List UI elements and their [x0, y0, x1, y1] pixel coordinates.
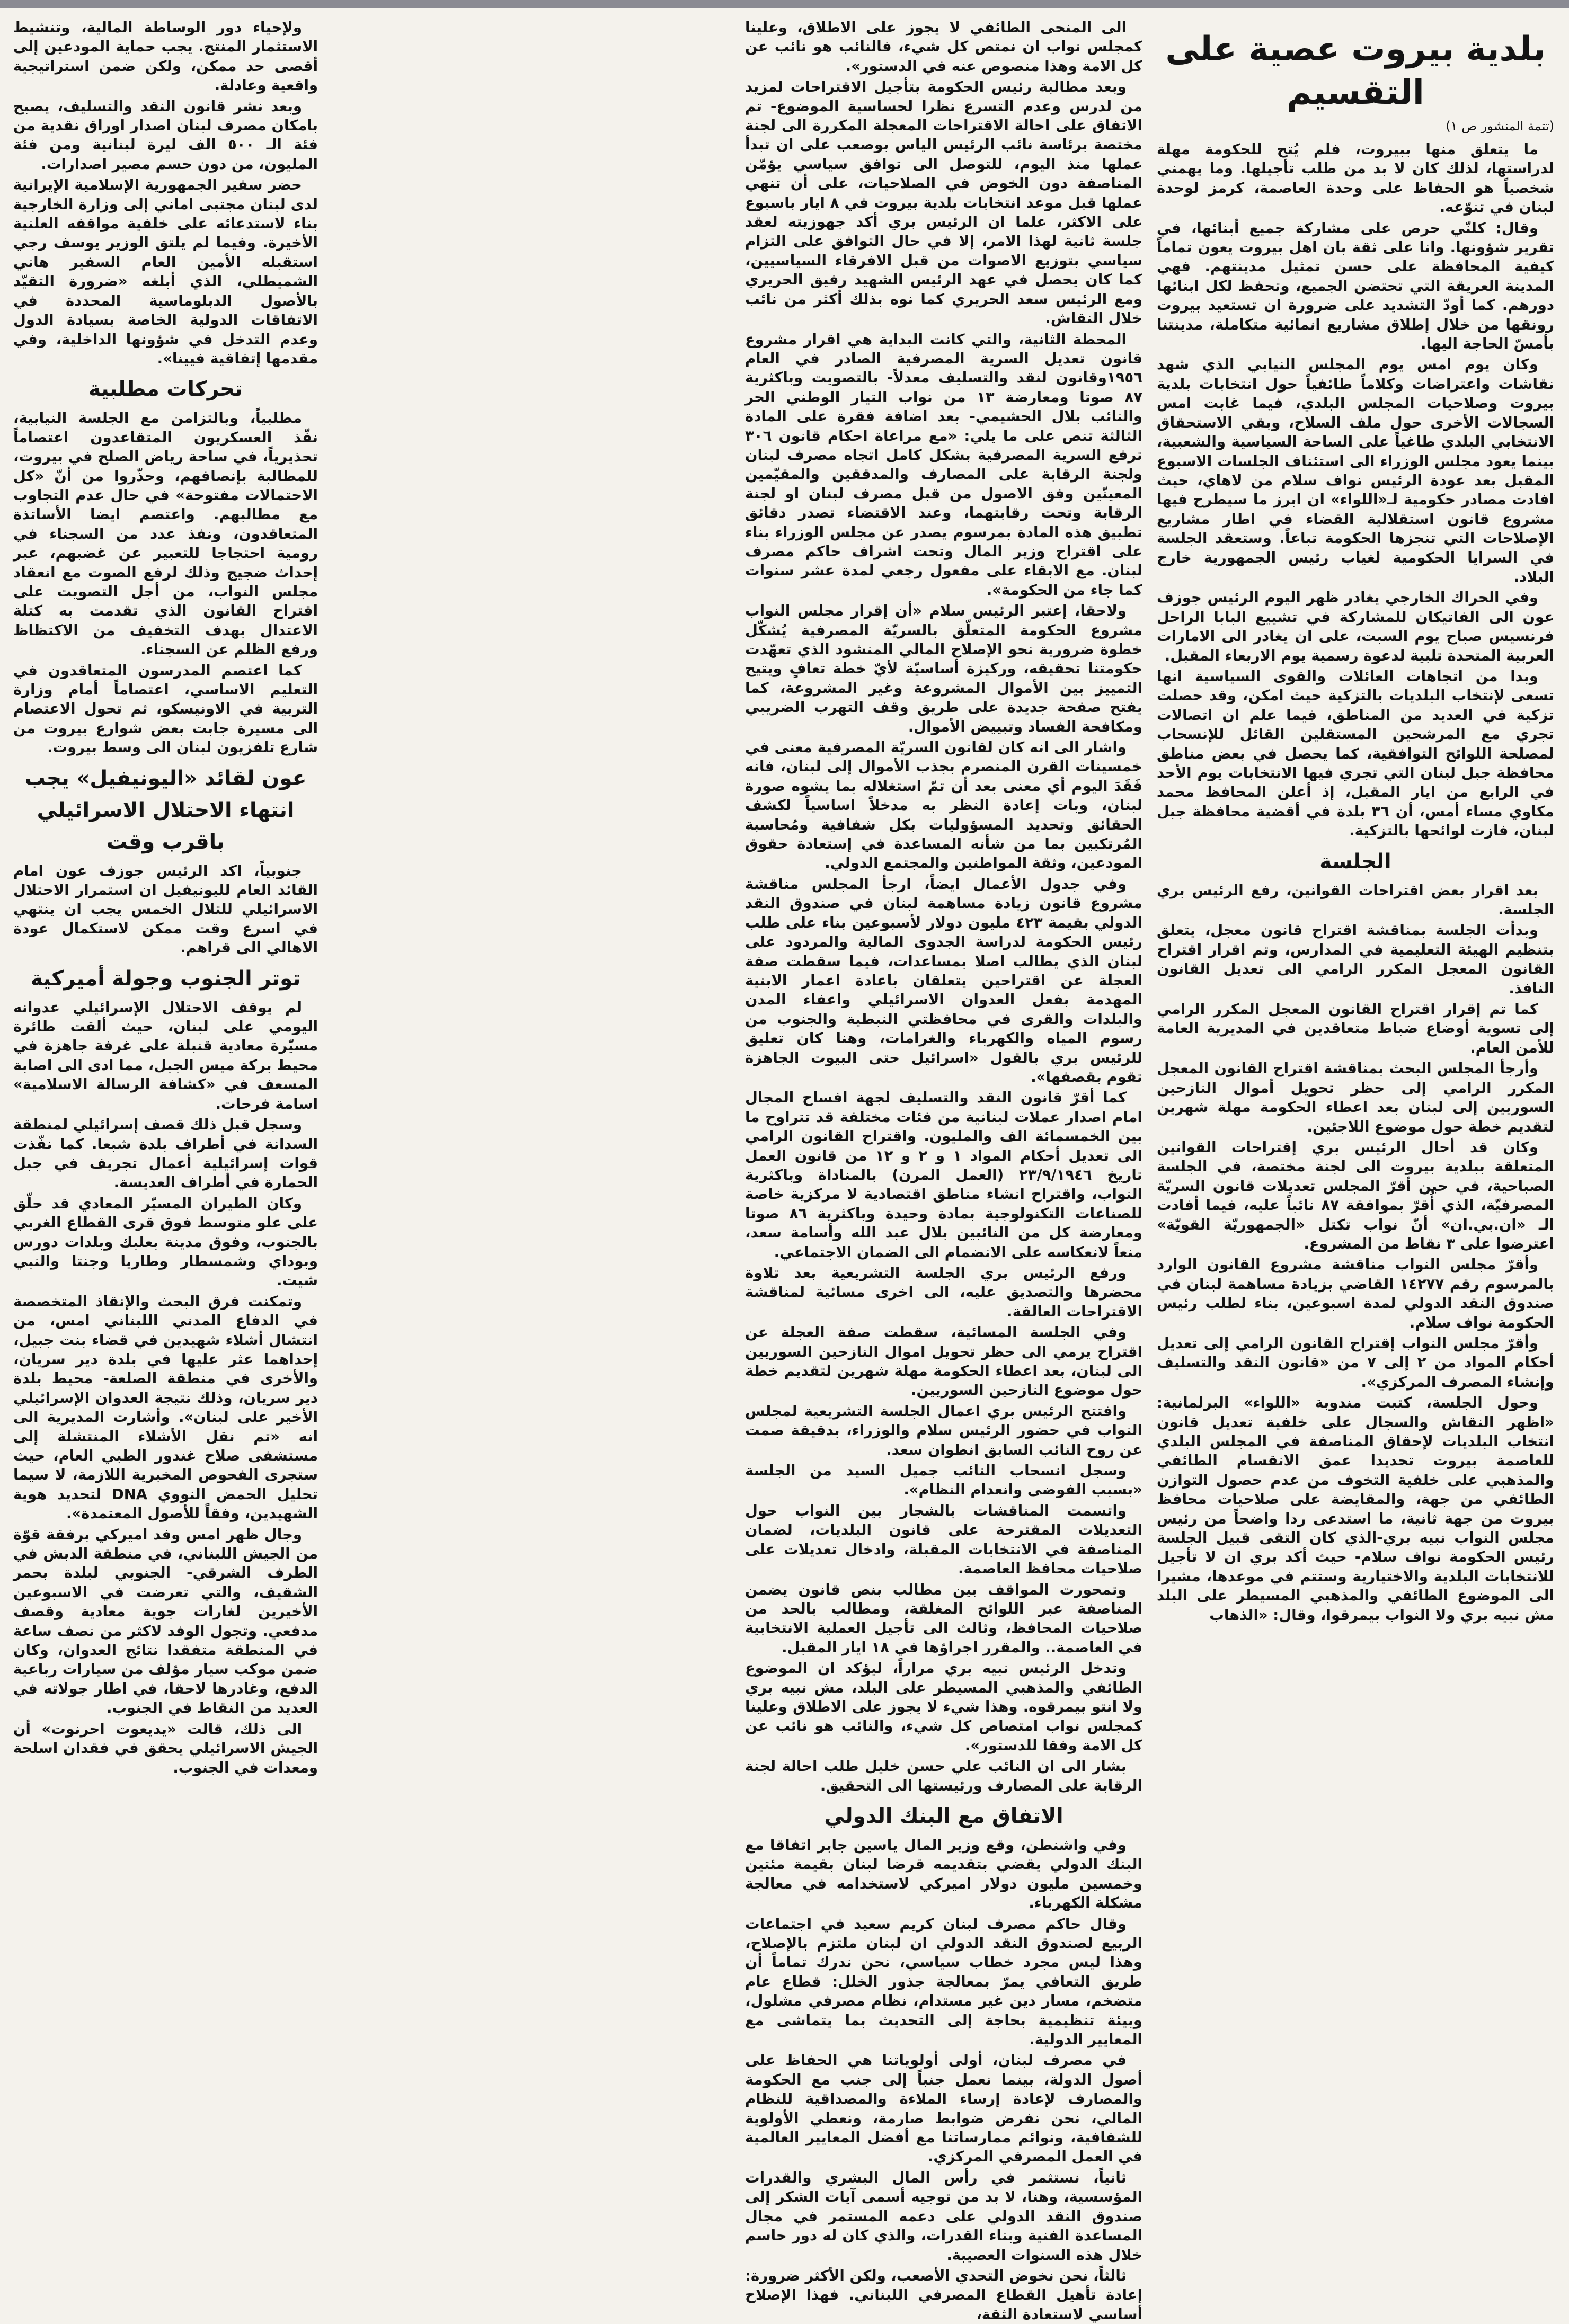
paragraph: وكان يوم امس يوم المجلس النيابي الذي شهد نقاشات واعتراضات وكلاماً طائفياً حول انتخابات بلدية بيروت وصلاحيات المجلس البلدي، فيما غابت امس السجالات الأخرى حول ملف السلاح، وبقي الاستحقاق الانتخابي البلدي طاغياً على الساحة السياسية والشعبية، بينما يعود مجلس الوزراء الى استئناف الجلسات الاسبوع المقبل بعد عودة الرئيس نواف سلام من لاهاي، حيث افادت مصادر حكومية لـ«اللواء» ان ابرز ما سيطرح فيها مشروع قانون استقلالية القضاء في اطار مشاريع الإصلاحات التي تنجزها الحكومة تباعاً. وستعقد الجلسة في السرايا الحكومية لغياب رئيس الجمهورية خارج البلاد.: [1157, 356, 1554, 585]
paragraph: وفي الحراك الخارجي يغادر ظهر اليوم الرئيس جوزف عون الى الفاتيكان للمشاركة في تشييع البابا الراحل فرنسيس صباح يوم السبت، على ان يغادر الى الامارات العربية المتحدة تلبية لدعوة رسمية يوم الاربعاء المقبل.: [1157, 589, 1554, 664]
col3c-body: [13, 861, 318, 958]
paragraph: وسجل انسحاب النائب جميل السيد من الجلسة «بسبب الفوضى وانعدام النظام».: [745, 1462, 1142, 1499]
paragraph: وفي الجلسة المسائية، سقطت صفة العجلة عن اقتراح يرمي الى حظر تحويل اموال النازحين السوريين الى لبنان، بعد اعطاء الحكومة مهلة شهرين لتقديم خطة حول موضوع النازحين السوريين.: [745, 1324, 1142, 1399]
paragraph: وفي جدول الأعمال ايضاً، ارجأ المجلس مناقشة مشروع قانون زيادة مساهمة لبنان في صندوق النقد الدولي بقيمة ٤٢٣ مليون دولار لأسبوعين بناء على طلب رئيس الحكومة لدراسة الجدوى المالية والمردود على لبنان الذي يطالب اصلا بمساعدات، فيما سقطت صفة العجلة عن اقتراحين يتعلقان باعادة اعمار الابنية المهدمة بفعل العدوان الاسرائيلي واعفاء المدن والبلدات والقرى في محافظتي النبطية والجنوب من رسوم المياه والكهرباء والغرامات، وهنا كان تعليق للرئيس بري بالقول «اسرائيل حتى البيوت الجاهزة تقوم بقصفها».: [745, 875, 1142, 1085]
col3-body: [13, 18, 318, 368]
col1b-body: [1157, 881, 1554, 1625]
paragraph: لم يوقف الاحتلال الإسرائيلي عدوانه اليومي على لبنان، حيث ألقت طائرة مسيّرة معادية قنبلة على غرفة جاهزة في محيط بركة ميس الجبل، مما ادى الى اصابة المسعف في «كشافة الرسالة الاسلامية» اسامة فرحات.: [13, 999, 318, 1112]
col2b-body: [745, 1836, 1142, 2324]
paragraph: واشار الى انه كان لقانون السريّة المصرفية معنى في خمسينات القرن المنصرم بجذب الأموال إلى لبنان، فانه فَقَدَ اليوم أي معنى بعد أن تمّ استغلاله بما يشوه صورة لبنان، وبات إعادة النظر به مدخلاً اساسياً لكشف الحقائق وتحديد المسؤوليات بكل شفافية ومُحاسبة المُرتكبين بما من شأنه المساعدة في إستعادة حقوق المودعين، وثقة المواطنين والمجتمع الدولي.: [745, 739, 1142, 872]
col1-body: [1157, 140, 1554, 841]
paragraph: بشار الى ان النائب علي حسن خليل طلب احالة لجنة الرقابة على المصارف ورئيستها الى التحقيق.: [745, 1758, 1142, 1794]
paragraph: وتمحورت المواقف بين مطالب بنص قانون يضمن المناصفة عبر اللوائح المغلقة، ومطالب بالحد من صلاحيات المحافظ، وثالث الى تأجيل العملية الانتخابية في العاصمة.. والمقرر اجراؤها في ١٨ ايار المقبل.: [745, 1581, 1142, 1656]
col2-body: [745, 18, 1142, 1795]
paragraph: وافتتح الرئيس بري اعمال الجلسة التشريعية لمجلس النواب في حضور الرئيس سلام والوزراء، بدقيقة صمت عن روح النائب السابق انطوان سعد.: [745, 1402, 1142, 1458]
paragraph: مطلبياً، وبالتزامن مع الجلسة النيابية، نفّذ العسكريون المتقاعدون اعتصاماً تحذيرياً، في ساحة رياض الصلح في بيروت، للمطالبة بإنصافهم، وحذّروا من أنّ «كل الاحتمالات مفتوحة» في حال عدم التجاوب مع مطالبهم. واعتصم ايضا الأساتذة المتعاقدون، ونفذ عدد من السجناء في رومية احتجاجا للتعبير عن غضبهم، عبر إحداث ضجيج وذلك لرفع الصوت مع انعقاد مجلس النواب، من أجل التصويت على اقتراح القانون الذي تقدمت به كتلة الاعتدال بهدف التخفيف من الاكتظاظ ورفع الظلم عن السجناء.: [13, 409, 318, 658]
column-2: [745, 18, 1143, 2323]
article-title: بلدية بيروت عصية على التقسيم: [1165, 30, 1546, 112]
subheading-world-bank: الاتفاق مع البنك الدولي: [824, 1804, 1063, 1828]
paragraph: وأقرّ مجلس النواب إقتراح القانون الرامي إلى تعديل أحكام المواد من ٢ إلى ٧ من «قانون النقد والتسليف وإنشاء المصرف المركزي».: [1157, 1334, 1554, 1391]
paragraph: ولإحياء دور الوساطة المالية، وتنشيط الاستثمار المنتج. يجب حماية المودعين إلى أقصى حد ممكن، ولكن ضمن استراتيجية واقعية وعادلة.: [13, 19, 318, 94]
paragraph: وبدأت الجلسة بمناقشة اقتراح قانون معجل، يتعلق بتنظيم الهيئة التعليمية في المدارس، وتم اقرار اقتراح القانون المعجل المكرر الرامي الى تعديل القانون النافذ.: [1157, 922, 1554, 997]
paragraph: واتسمت المناقشات بالشجار بين النواب حول التعديلات المقترحة على قانون البلديات، لضمان المناصفة في الانتخابات المقبلة، وادخال تعديلات على صلاحيات محافظ العاصمة.: [745, 1502, 1142, 1578]
paragraph: وبعد نشر قانون النقد والتسليف، يصبح بامكان مصرف لبنان اصدار اوراق نقدية من فئة الـ ٥٠٠ الف ليرة لبنانية ومن فئة المليون، من دون حسم مصير اصدارات.: [13, 97, 318, 173]
paragraph: جنوبياً، اكد الرئيس جوزف عون امام القائد العام لليونيفيل ان استمرار الاحتلال الاسرائيلي للتلال الخمس يجب ان ينتهي في اسرع وقت ممكن لاستكمال عودة الاهالي الى قراهم.: [13, 862, 318, 957]
paragraph: وبعد مطالبة رئيس الحكومة بتأجيل الاقتراحات لمزيد من لدرس وعدم التسرع نظرا لحساسية الموضوع- تم الاتفاق على احالة الاقتراحات المعجلة المكررة الى لجنة مختصة برئاسة نائب الرئيس الياس بوصعب على ان تبدأ عملها منذ اليوم، للتوصل الى توافق سياسي يؤمّن المناصفة دون الخوض في الصلاحيات، على أن تنهي عملها قبل موعد انتخابات بلدية بيروت في ٨ ايار باسبوع على الاكثر، علما ان الرئيس بري أكد جهوزيته لعقد جلسة ثانية لهذا الامر، إلا في حال التوافق على التزام سياسي بتوزيع الاصوات من قبل الافرقاء السياسيين، كما كان يحصل في عهد الرئيس الشهيد رفيق الحريري ومع الرئيس سعد الحريري كما نوه بذلك أكثر من نائب خلال النقاش.: [745, 78, 1142, 327]
paragraph: وفي واشنطن، وقع وزير المال ياسين جابر اتفاقا مع البنك الدولي يقضي بتقديمه قرضا لبنان بقيمة مئتين وخمسين مليون دولار اميركي لاستخدامه في معالجة مشكلة الكهرباء.: [745, 1836, 1142, 1912]
column-1: [1157, 18, 1554, 2135]
paragraph: وتدخل الرئيس نبيه بري مراراً، ليؤكد ان الموضوع الطائفي والمذهبي المسيطر على البلد، مش نبيه بري ولا انتو بيمرقوه. وهذا شيء لا يجوز على الاطلاق وعلينا كمجلس نواب امتصاص كل شيء، والنائب هو نائب عن كل الامة وفقا للدستور».: [745, 1660, 1142, 1754]
paragraph: حضر سفير الجمهورية الإسلامية الإيرانية لدى لبنان مجتبى اماني إلى وزارة الخارجية بناء لاستدعائه على خلفية مواقفه العلنية الأخيرة. وفيما لم يلتق الوزير يوسف رجي استقبله الأمين العام السفير هاني الشميطلي، الذي أبلغه «ضرورة التقيّد بالأصول الدبلوماسية المحددة في الاتفاقات الدولية الخاصة بسيادة الدول وعدم التدخل في شؤونها الداخلية، وفي مقدمها إتفاقية فيينا».: [13, 176, 318, 367]
top-border: [0, 0, 1569, 8]
paragraph: وقال: كلنّي حرص على مشاركة جميع أبنائها، في تقرير شؤونها. وانا على ثقة بان اهل بيروت يعون تماماً كيفية المحافظة على حسن تمثيل مدينتهم. فهي المدينة العريقة التي تحتضن الجميع، وتحفظ لكل ابنائها دورهم. كما أودّ التشديد على ضرورة ان تستعيد بيروت رونقها من خلال إطلاق مشاريع انمائية متكاملة، مدينتنا بأمسّ الحاجة اليها.: [1157, 219, 1554, 353]
paragraph: بعد اقرار بعض اقتراحات القوانين، رفع الرئيس بري الجلسة.: [1157, 881, 1554, 919]
subheading-session: الجلسة: [1319, 849, 1391, 874]
paragraph: الى ذلك، قالت «يديعوت احرنوت» أن الجيش الاسرائيلي يحقق في فقدان اسلحة ومعدات في الجنوب.: [13, 1720, 318, 1776]
paragraph: وبدا من اتجاهات العائلات والقوى السياسية انها تسعى لإنتخاب البلديات بالتزكية حيث امكن، وقد حصلت تزكية في العديد من المناطق، فيما علم ان اتصالات تجري مع المرشحين المستقلين القائل للإنسحاب لمصلحة اللوائح التوافقية، كما يحصل في بعض مناطق محافظة جبل لبنان التي تجري فيها الانتخابات يوم الأحد في الرابع من ايار المقبل، إذ أعلن المحافظ محمد مكاوي مساء أمس، أن ٣٦ بلدة في أقضية محافظة جبل لبنان، فازت لوائحها بالتزكية.: [1157, 667, 1554, 840]
paragraph: ولاحقا، إعتبر الرئيس سلام «أن إقرار مجلس النواب مشروع الحكومة المتعلّق بالسريّة المصرفية يُشكّل خطوة ضرورية نحو الإصلاح المالي المنشود الذي تعهّدت حكومتنا تحقيقه، وركيزة أساسيّة لأيّ خطة تعافٍ ويتيح التمييز بين الأموال المشروعة وغير المشروعة، كما يفتح صفحة جديدة على طريق وقف التهرب الضريبي ومكافحة الفساد وتبييض الأموال.: [745, 602, 1142, 735]
paragraph: وحول الجلسة، كتبت مندوبة «اللواء» البرلمانية: «اظهر النقاش والسجال على خلفية تعديل قانون انتخاب البلديات لإحقاق المناصفة في المجلس البلدي للعاصمة بيروت تحديدا عمق الانقسام الطائفي والمذهبي على خلفية التخوف من عدم حصول التوازن الطائفي من جهة، والمقايضة على صلاحيات محافظ بيروت من جهة ثانية، ما استدعى ردا واضحاً من رئيس مجلس النواب نبيه بري-الذي كان التقى قبيل الجلسة رئيس الحكومة نواف سلام- حيث أكد بري ان لا تأجيل للانتخابات البلدية والاختيارية وستتم في موعدها، مشيرا الى الموضوع الطائفي والمذهبي المسيطر على البلد مش نبيه بري ولا النواب بيمرقوا، وقال: «الذهاب: [1157, 1394, 1554, 1624]
paragraph: وكان الطيران المسيّر المعادي قد حلّق على علو متوسط فوق قرى القطاع الغربي بالجنوب، وفوق مدينة بعلبك وبلدات دورس وبوداي وشمسطار وطاريا وجنتا والنبي شيت.: [13, 1195, 318, 1289]
paragraph: كما تم إقرار اقتراح القانون المعجل المكرر الرامي إلى تسوية أوضاع ضباط متعاقدين في المديرية العامة للأمن العام.: [1157, 1001, 1554, 1056]
paragraph: وكان قد أحال الرئيس بري إقتراحات القوانين المتعلقة ببلدية بيروت الى لجنة مختصة، في الجلسة الصباحية، في حين أقرّ المجلس تعديلات قانون السريّة المصرفيّة، الذي أُقرّ بموافقة ٨٧ نائباً عليه، فيما أفادت الـ «ان.بي.ان» أنّ نواب تكتل «الجمهوريّة القويّة» اعترضوا على ٣ نقاط من المشروع.: [1157, 1138, 1554, 1252]
paragraph: وأرجأ المجلس البحث بمناقشة اقتراح القانون المعجل المكرر الرامي إلى حظر تحويل أموال النازحين السوريين إلى لبنان بعد اعطاء الحكومة مهلة شهرين لتقديم خطة حول موضوع اللاجئين.: [1157, 1060, 1554, 1135]
col3d-body: [13, 998, 318, 1777]
paragraph: في مصرف لبنان، أولى أولوياتنا هي الحفاظ على أصول الدولة، بينما نعمل جنباً إلى جنب مع الحكومة والمصارف لإعادة إرساء الملاءة والمصداقية للنظام المالي، نحن نفرض ضوابط صارمة، ونعطي الأولوية للشفافية، ونوائم ممارساتنا مع أفضل المعايير العالمية في العمل المصرفي المركزي.: [745, 2052, 1142, 2166]
paragraph: ثالثاً، نحن نخوض التحدي الأصعب، ولكن الأكثر ضرورة: إعادة تأهيل القطاع المصرفي اللبناني. فهذا الإصلاح أساسي لاستعادة الثقة،: [745, 2267, 1142, 2323]
paragraph: الى المنحى الطائفي لا يجوز على الاطلاق، وعلينا كمجلس نواب ان نمتص كل شيء، فالنائب هو نائب عن كل الامة وهذا منصوص عنه في الدستور».: [745, 19, 1142, 75]
paragraph: وأقرّ مجلس النواب مناقشة مشروع القانون الوارد بالمرسوم رقم ١٤٢٧٧ القاضي بزيادة مساهمة لبنان في صندوق النقد الدولي لمدة اسبوعين، بناء لطلب رئيس الحكومة نواف سلام.: [1157, 1256, 1554, 1331]
paragraph: وتمكنت فرق البحث والإنقاذ المتخصصة في الدفاع المدني اللبناني امس، من انتشال أشلاء شهيدين في قضاء بنت جبيل، إحداهما عثر عليها في بلدة دير سريان، والأخرى في منطقة الصلعة- محيط بلدة دير سريان، وذلك نتيجة العدوان الإسرائيلي الأخير على لبنان». وأشارت المديرية الى انه «تم نقل الأشلاء المنتشلة إلى مستشفى صلاح غندور الطبي العام، حيث ستجرى الفحوص المخبرية اللازمة، لا سيما تحليل الحمض النووي DNA لتحديد هوية الشهيدين، وفقاً للأصول المعتمدة».: [13, 1293, 318, 1522]
paragraph: وسجل قبل ذلك قصف إسرائيلي لمنطقة السدانة في أطراف بلدة شبعا. كما نفّذت قوات إسرائيلية أعمال تجريف في جبل الحمارة في أطراف العديسة.: [13, 1116, 318, 1191]
subheading-unifil: عون لقائد «اليونيفيل» يجب انتهاء الاحتلال الاسرائيلي باقرب وقت: [24, 766, 307, 854]
paragraph: المحطة الثانية، والتي كانت البداية هي اقرار مشروع قانون تعديل السرية المصرفية الصادر في العام ١٩٥٦وقانون لنقد والتسليف معدلاً- بالتصويت وباكثرية ٨٧ صوتا ومعارضة ١٣ من نواب التيار الوطني الحر والنائب بلال الحشيمي- بعد اضافة فقرة على المادة الثالثة تنص على ما يلي: «مع مراعاة احكام قانون ٣٠٦ ترفع السرية المصرفية بشكل كامل اتجاه مصرف لبنان ولجنة الرقابة على المصارف والمدققين والمقيّمين المعينّين وفق الاصول من قبل مصرف لبنان او لجنة الرقابة وتحت رقابتهما، وعند الاقتضاء تصدر دقائق تطبيق هذه المادة بمرسوم يصدر عن مجلس الوزراء بناء على اقتراح وزير المال وتحت اشراف حاكم مصرف لبنان. مع الابقاء على مفعول رجعي لمدة عشر سنوات كما جاء من الحكومة».: [745, 331, 1142, 599]
paragraph: وقال حاكم مصرف لبنان كريم سعيد في اجتماعات الربيع لصندوق النقد الدولي ان لبنان ملتزم بالإصلاح، وهذا ليس مجرد خطاب سياسي، نحن ندرك تماماً أن طريق التعافي يمرّ بمعالجة جذور الخلل: قطاع عام متضخم، مسار دين غير مستدام، نظام مصرفي مشلول، وبيئة تنظيمية بحاجة إلى التحديث بما يتماشى مع المعايير الدولية.: [745, 1915, 1142, 2049]
paragraph: ما يتعلق منها ببيروت، فلم يُتح للحكومة مهلة لدراستها، لذلك كان لا بد من طلب تأجيلها. وما يهمني شخصياً هو الحفاظ على وحدة العاصمة، كرمز لوحدة لبنان في تنوّعه.: [1157, 141, 1554, 216]
paragraph: وجال ظهر امس وفد اميركي برفقة قوّة من الجيش اللبناني، في منطقة الدبش في الطرف الشرقي- الجنوبي لبلدة بحمر الشقيف، والتي تعرضت في الاسبوعين الأخيرين لغارات جوية معادية وقصف مدفعي. وتجول الوفد لاكثر من نصف ساعة في المنطقة متفقدا نتائج العدوان، وكان ضمن موكب سيار مؤلف من سيارات رباعية الدفع، وغادرها لاحقا، في اطار جولاته في العديد من النقاط في الجنوب.: [13, 1526, 318, 1717]
col3b-body: [13, 408, 318, 757]
column-3: [13, 18, 318, 2135]
subheading-protests: تحركات مطلبية: [88, 377, 243, 402]
paragraph: كما أقرّ قانون النقد والتسليف لجهة افساح المجال امام اصدار عملات لبنانية من فئات مختلفة قد تتراوح ما بين الخمسمائة الف والمليون. واقتراح القانون الرامي الى تعديل أحكام المواد ١ و ٢ و ١٢ من قانون العمل تاريخ ٢٣/٩/١٩٤٦ (العمل المرن) بالمناداة وباكثرية النواب، واقتراح انشاء مناطق اقتصادية لا مركزية خاصة للصناعات التكنولوجية بمادة وحيدة وباكثرية ٨٦ صوتا ومعارضة كل من النائبين بلال عبد الله وأسامة سعد، منعاً لانعكاسه على الانضمام الى الضمان الاجتماعي.: [745, 1089, 1143, 1261]
paragraph: ورفع الرئيس بري الجلسة التشريعية بعد تلاوة محضرها والتصديق عليه، الى اخرى مسائية لمناقشة الاقتراحات العالقة.: [745, 1265, 1142, 1320]
paragraph: ثانياً، نستثمر في رأس المال البشري والقدرات المؤسسية، وهنا، لا بد من توجيه أسمى آيات الشكر إلى صندوق النقد الدولي على دعمه المستمر في مجال المساعدة الفنية وبناء القدرات، والذي كان له دور حاسم خلال هذه السنوات العصيبة.: [745, 2169, 1142, 2264]
paragraph: كما اعتصم المدرسون المتعاقدون في التعليم الاساسي، اعتصاماً أمام وزارة التربية في الاونيسكو، ثم تحول الاعتصام الى مسيرة جابت بعض شوارع بيروت من شارع تلفزيون لبنان الى وسط بيروت.: [13, 662, 318, 756]
subheading-south-tension: توتر الجنوب وجولة أميركية: [30, 966, 301, 991]
article-credit: (تتمة المنشور ص ١): [1446, 119, 1554, 133]
